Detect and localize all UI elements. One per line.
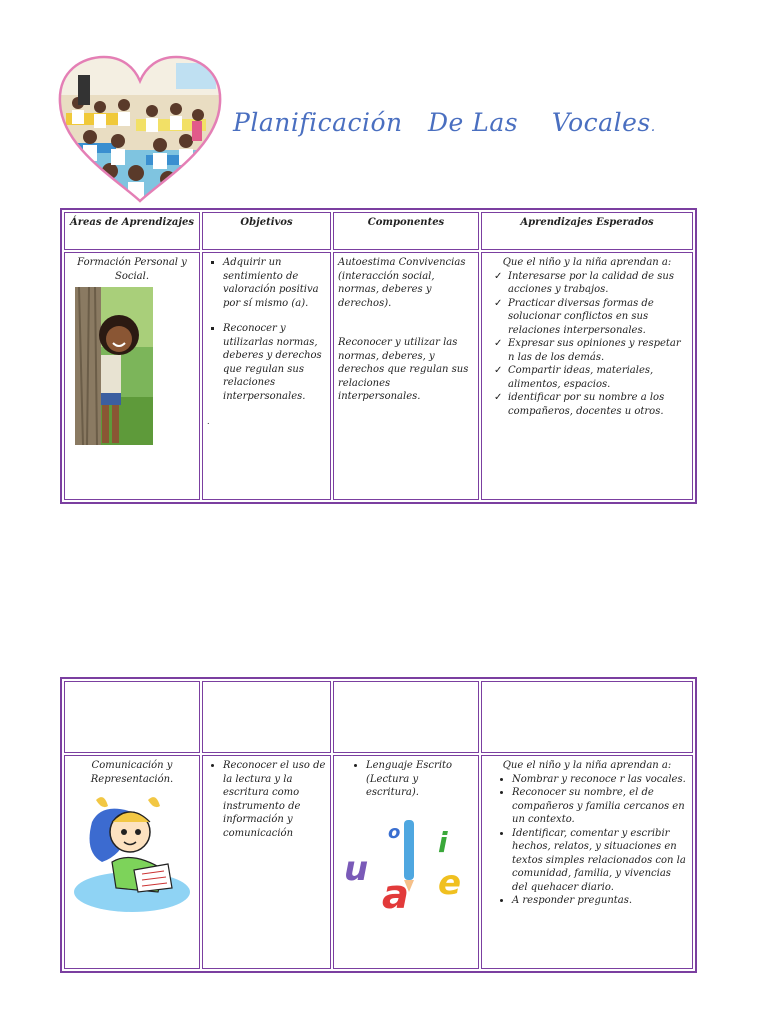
aprendizaje-item: • Identificar, comentar y escribir hechos, relatos, y situaciones en textos simples relacionados con la comunidad, familia, y vivencias del quehacer diario. — [512, 827, 688, 895]
cell-objetivos — [202, 252, 331, 500]
area-label: Comunicación y Representación. — [90, 760, 174, 785]
empty-cell — [202, 681, 331, 753]
aprendizajes-intro: Que el niño y la niña aprendan a: — [502, 760, 672, 771]
heart-photo — [56, 55, 224, 205]
componente-item: • Lenguaje Escrito (Lectura y escritura). — [366, 759, 474, 800]
objetivo-item: • Reconocer el uso de la lectura y la escritura como instrumento de información y comunicación — [223, 759, 326, 840]
header-aprendizajes: Aprendizajes Esperados — [481, 212, 693, 250]
aprendizaje-item: ✓ Interesarse por la calidad de sus acciones y trabajos. — [508, 270, 688, 297]
area-label: Formación Personal y Social. — [77, 257, 187, 282]
cell-aprendizajes — [481, 252, 693, 500]
child-reading-image — [72, 792, 192, 912]
empty-cell — [481, 681, 693, 753]
trailing-dot: . — [207, 417, 210, 426]
componente-text: Reconocer y utilizar las normas, deberes, y derechos que regulan sus relaciones interpersonales. — [338, 337, 469, 402]
cell-area — [64, 755, 200, 969]
row-formacion — [64, 252, 693, 500]
header-areas: Áreas de Aprendizajes — [64, 212, 200, 250]
objetivos-list — [207, 759, 326, 840]
planning-table-1 — [60, 208, 697, 504]
objetivos-list — [207, 256, 326, 403]
header-objetivos: Objetivos — [202, 212, 331, 250]
componente-text: Autoestima Convivencias (interacción social, normas, deberes y derechos). — [338, 257, 466, 309]
cell-componentes — [333, 755, 479, 969]
aprendizaje-item: ✓ Practicar diversas formas de solucionar conflictos en sus relaciones interpersonales. — [508, 297, 688, 338]
aprendizajes-list — [486, 773, 688, 908]
classroom-heart-image — [56, 55, 224, 205]
aprendizaje-item: ✓ Compartir ideas, materiales, alimentos, espacios. — [508, 364, 688, 391]
vowel-u: u — [344, 848, 369, 889]
empty-cell — [64, 681, 200, 753]
objetivo-item: ▪ Reconocer y utilizarlas normas, deberes y derechos que regulan sus relaciones interpersonales. — [223, 322, 326, 403]
page-title — [233, 108, 656, 137]
row-comunicacion — [64, 755, 693, 969]
cell-componentes — [333, 252, 479, 500]
title-text: Planificación De Las Vocales — [233, 108, 651, 137]
vowel-o: o — [388, 821, 401, 843]
aprendizajes-intro: Que el niño y la niña aprendan a: — [502, 257, 672, 268]
vowels-image — [342, 816, 472, 914]
title-dot: . — [650, 119, 656, 135]
componentes-list — [338, 759, 474, 800]
vowel-a: a — [382, 871, 409, 914]
empty-cell — [333, 681, 479, 753]
girl-tree-image — [75, 287, 153, 445]
aprendizaje-item: • Reconocer su nombre, el de compañeros y familia cercanos en un contexto. — [512, 786, 688, 827]
header-componentes: Componentes — [333, 212, 479, 250]
vowel-i: i — [438, 825, 448, 859]
empty-row — [64, 681, 693, 753]
aprendizajes-list — [486, 270, 688, 419]
aprendizaje-item: • Nombrar y reconoce r las vocales. — [512, 773, 688, 787]
header-row — [64, 212, 693, 250]
cell-objetivos — [202, 755, 331, 969]
aprendizaje-item: ✓ identificar por su nombre a los compañeros, docentes u otros. — [508, 391, 688, 418]
vowel-e: e — [438, 862, 462, 903]
planning-table-2 — [60, 677, 697, 973]
objetivo-item: ▪ Adquirir un sentimiento de valoración positiva por sí mismo (a). — [223, 256, 326, 310]
cell-aprendizajes — [481, 755, 693, 969]
aprendizaje-item: • A responder preguntas. — [512, 894, 688, 908]
aprendizaje-item: ✓ Expresar sus opiniones y respetar n las de los demás. — [508, 337, 688, 364]
cell-area — [64, 252, 200, 500]
